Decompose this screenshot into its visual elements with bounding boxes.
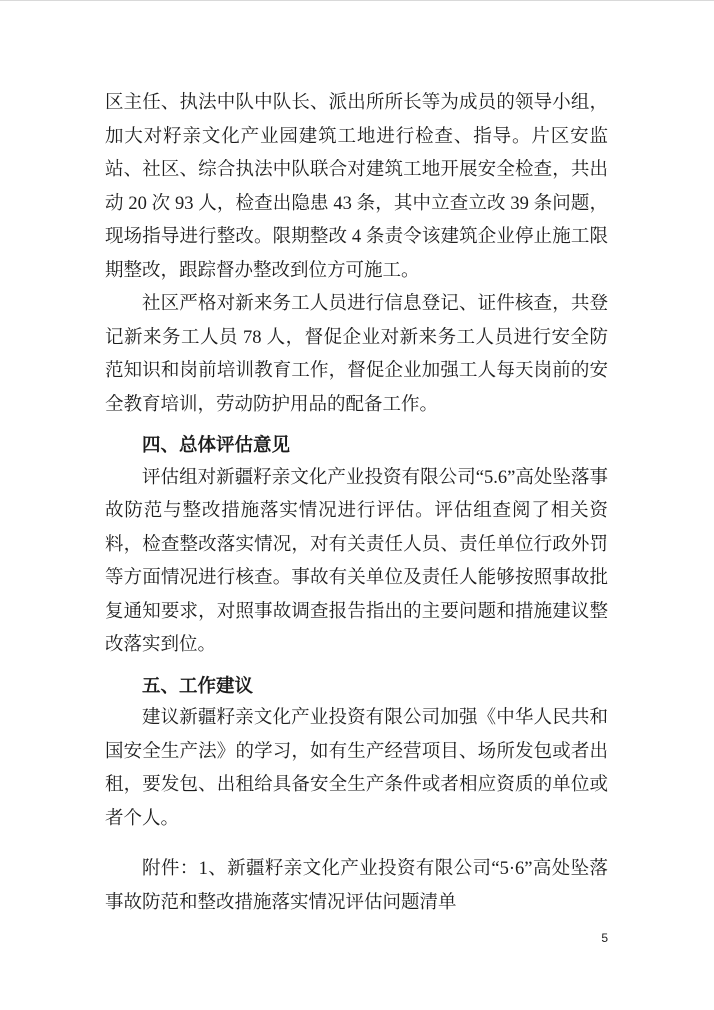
document-body: [105, 87, 608, 920]
paragraph-leading-group-inspection: 区主任、执法中队中队长、派出所所长等为成员的领导小组，加大对籽亲文化产业园建筑工地进行检查、指导。片区安监站、社区、综合执法中队联合对建筑工地开展安全检查，共出动 20 次 93 人，检查出隐患 43 条，其中立查立改 39 条问题，现场指导进行整改。限期整改 4 条责令该建筑企业停止施工限期整改，跟踪督办整改到位方可施工。: [105, 93, 608, 281]
paragraph-attachment-list: 附件：1、新疆籽亲文化产业投资有限公司“5·6”高处坠落事故防范和整改措施落实情况评估问题清单: [105, 859, 608, 913]
paragraph-work-suggestion: 建议新疆籽亲文化产业投资有限公司加强《中华人民共和国安全生产法》的学习，如有生产经营项目、场所发包或者出租，要发包、出租给具备安全生产条件或者相应资质的单位或者个人。: [105, 708, 608, 829]
page-number: 5: [601, 931, 608, 945]
heading-overall-assessment-opinion: 四、总体评估意见: [142, 434, 291, 455]
heading-work-suggestions: 五、工作建议: [142, 674, 254, 696]
paragraph-worker-registration: 社区严格对新来务工人员进行信息登记、证件核查，共登记新来务工人员 78 人，督促企业对新来务工人员进行安全防范知识和岗前培训教育工作，督促企业加强工人每天岗前的安全教育培训，劳动防护用品的配备工作。: [105, 294, 608, 415]
paragraph-assessment-conclusion: 评估组对新疆籽亲文化产业投资有限公司“5.6”高处坠落事故防范与整改措施落实情况进行评估。评估组查阅了相关资料，检查整改落实情况，对有关责任人员、责任单位行政外罚等方面情况进行核查。事故有关单位及责任人能够按照事故批复通知要求，对照事故调查报告指出的主要问题和措施建议整改落实到位。: [105, 467, 608, 655]
